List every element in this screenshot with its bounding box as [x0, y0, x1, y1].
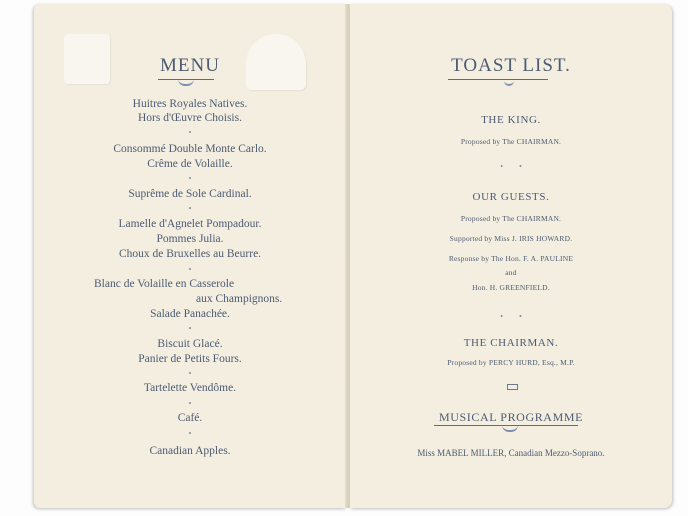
separator-dot: •	[188, 128, 192, 137]
separator-dot: •	[188, 429, 192, 438]
menu-item: Suprême de Sole Cardinal.	[128, 188, 252, 200]
toast-detail: Proposed by The CHAIRMAN.	[460, 214, 562, 223]
toast-detail: Hon. H. GREENFIELD.	[472, 283, 550, 292]
separator-dots: • •	[500, 312, 522, 321]
separator-dot: •	[188, 399, 192, 408]
musical-performer: Miss MABEL MILLER, Canadian Mezzo-Soprano.	[417, 448, 605, 458]
toast-detail: Proposed by The CHAIRMAN.	[460, 137, 562, 146]
ornament-icon	[178, 79, 194, 86]
toast-detail: and	[505, 268, 517, 277]
menu-item: aux Champignons.	[196, 293, 283, 305]
ornament-icon	[504, 79, 514, 86]
toast-detail: Proposed by PERCY HURD, Esq., M.P.	[447, 358, 575, 367]
separator-dot: •	[188, 324, 192, 333]
musical-programme-title: MUSICAL PROGRAMME	[438, 410, 584, 424]
separator-dot: •	[188, 174, 192, 183]
toast-detail: Supported by Miss J. IRIS HOWARD.	[449, 234, 573, 243]
separator-dot: •	[188, 204, 192, 213]
menu-item: Consommé Double Monte Carlo.	[113, 143, 267, 155]
toast-list-title: TOAST LIST.	[451, 55, 571, 76]
menu-item: Crême de Volaille.	[147, 158, 233, 170]
menu-item: Huitres Royales Natives.	[132, 98, 248, 110]
divider-box	[507, 384, 518, 390]
toast-heading: THE KING.	[481, 114, 541, 126]
menu-item: Blanc de Volaille en Casserole	[94, 278, 235, 290]
menu-item: Canadian Apples.	[149, 445, 231, 457]
menu-item: Hors d'Œuvre Choisis.	[138, 112, 242, 124]
menu-title: MENU	[160, 55, 220, 76]
menu-item: Tartelette Vendôme.	[143, 382, 237, 394]
menu-item: Panier de Petits Fours.	[138, 353, 242, 365]
menu-item: Choux de Bruxelles au Beurre.	[118, 248, 262, 260]
toast-detail: Response by The Hon. F. A. PAULINE	[448, 254, 574, 263]
separator-dot: •	[188, 265, 192, 274]
toast-heading: OUR GUESTS.	[472, 191, 550, 203]
title-rule	[448, 79, 548, 80]
menu-item: Pommes Julia.	[156, 233, 224, 245]
menu-page	[34, 4, 346, 508]
toast-list-page	[350, 4, 672, 508]
menu-item: Lamelle d'Agnelet Pompadour.	[118, 218, 262, 230]
separator-dot: •	[188, 369, 192, 378]
menu-item: Salade Panachée.	[150, 308, 230, 320]
menu-item: Biscuit Glacé.	[157, 338, 223, 350]
ornament-icon	[502, 425, 518, 432]
toast-heading: THE CHAIRMAN.	[463, 337, 559, 349]
menu-item: Café.	[177, 412, 203, 424]
separator-dots: • •	[500, 162, 522, 171]
